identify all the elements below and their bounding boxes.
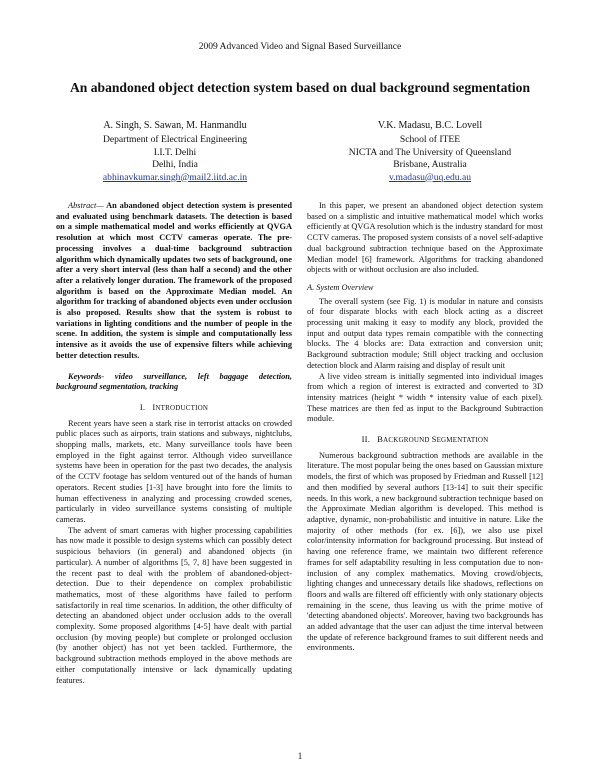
section-heading-background-segmentation bbox=[307, 434, 543, 446]
section-title-initial: I bbox=[152, 401, 156, 412]
intro-paragraph-1: Recent years have seen a stark rise in terrorist attacks on crowded public places such as airports, train stations and subways, nightclubs, shopping malls, markets, etc. Many surveillance tools have been employed in the fight against terror. Although video surveillance systems have been in operation for the past two decades, the analysis of the CCTV footage has seldom ventured out of the hands of human operators. Recent studies [1-3] have brought into fore the limits to human effectiveness in analyzing and processing crowded scenes, particularly in video surveillance systems consisting of multiple cameras. bbox=[56, 418, 292, 524]
author-affiliation: School of ITEE bbox=[399, 134, 461, 146]
author-names: A. Singh, S. Sawan, M. Hanmandlu bbox=[103, 120, 247, 131]
abstract-text: An abandoned object detection system is presented and evaluated using benchmark datasets. The detection is based on a simple mathematical model and works efficiently at QVGA resolution at which most CCTV cameras operate. The pre-processing involves a dual-time background subtraction algorithm which dynamically updates two sets of background, one after a very short interval (less than half a second) and the other after a relatively longer duration. The framework of the proposed algorithm is based on the Approximate Median model. An algorithm for tracking of abandoned objects even under occlusion is also proposed. Results show that the system is robust to variations in lighting conditions and the number of people in the scene. In addition, the system is simple and computationally less intensive as it avoids the use of expensive filters while achieving better detection results. bbox=[56, 201, 292, 360]
subsection-heading-system-overview: A. System Overview bbox=[307, 282, 374, 292]
left-column bbox=[56, 201, 292, 686]
right-column bbox=[307, 201, 543, 654]
author-location: Delhi, India bbox=[152, 159, 198, 171]
keywords: Keywords- video surveillance, left baggage detection, background segmentation, tracking bbox=[56, 371, 292, 392]
author-names: V.K. Madasu, B.C. Lovell bbox=[377, 120, 483, 131]
author-block-left bbox=[55, 120, 295, 184]
paper-title: An abandoned object detection system based on dual background segmentation bbox=[69, 80, 531, 95]
section-title-rest: NTRODUCTION bbox=[155, 403, 209, 412]
running-head: 2009 Advanced Video and Signal Based Surveillance bbox=[198, 42, 402, 52]
abstract-label: Abstract— bbox=[68, 201, 104, 210]
section-numeral: II. bbox=[361, 434, 371, 445]
author-affiliation: Department of Electrical Engineering bbox=[102, 134, 248, 146]
overview-paragraph-1: The overall system (see Fig. 1) is modular in nature and consists of four disparate blocks with each block acting as a discreet processing unit making it easy to modify any block, provided the input and output data types remain compatible with the connecting blocks. The 4 blocks are: Data extraction and conversion unit; Background subtraction module; Still object tracking and occlusion detection block and Alarm raising and display of result unit bbox=[307, 296, 543, 370]
page-number: 1 bbox=[297, 751, 303, 761]
author-institution: I.I.T. Delhi bbox=[153, 146, 197, 158]
section-title-rest: ACKGROUND bbox=[383, 436, 432, 445]
intro-paragraph-3: In this paper, we present an abandoned object detection system based on a simplistic and intuitive mathematical model which works efficiently at QVGA resolution which is the industry standard for most CCTV cameras. The proposed system consists of a novel self-adaptive dual background subtraction technique based on the Approximate Median model [6] framework. Algorithms for tracking abandoned objects with or without occlusion are also included. bbox=[307, 201, 543, 275]
abstract bbox=[56, 201, 292, 362]
section-heading-introduction bbox=[56, 402, 292, 414]
section-title-initial-2: S bbox=[431, 434, 437, 445]
overview-paragraph-2: A live video stream is initially segmented into individual images from which a region of interest is extracted and converted to 3D intensity matrices (height * width * intensity value of each pixel). These matrices are then fed as input to the Background Subtraction module. bbox=[307, 371, 543, 424]
author-email-link[interactable]: v.madasu@uq.edu.au bbox=[388, 171, 471, 183]
intro-paragraph-2: The advent of smart cameras with higher processing capabilities has now made it possible to design systems which can possibly detect suspicious behaviors (in general) and abandoned objects (in particular). A number of algorithms [5, 7, 8] have been suggested in the recent past to deal with the problem of abandoned-object-detection. Due to their dependence on complex probabilistic mathematics, most of these algorithms have failed to perform satisfactorily in real time scenarios. In addition, the other difficulty of detecting an abandoned object under occlusion adds to the overall complexity. Some proposed algorithms [4-5] have dealt with partial occlusion (by moving people) but complete or prolonged occlusion (by another object) has not yet been tackled. Furthermore, the background subtraction methods employed in the above methods are either computationally intensive or lack dynamically updating features. bbox=[56, 525, 292, 685]
bgseg-paragraph-1: Numerous background subtraction methods are available in the literature. The most popular being the ones based on Gaussian mixture models, the first of which was proposed by Friedman and Russell [12] and then modified by several authors [13-14] to suit their specific needs. In this work, a new background subtraction technique based on the Approximate Median algorithm is developed. This method is adaptive, dynamic, non-probabilistic and intuitive in nature. Like the majority of other methods (for ex. [6]), we also use pixel color/intensity information for background processing. But instead of having one reference frame, we maintain two different reference frames for self adaptability resulting in less computation due to non-inclusion of any complex mathematics. Moving crowd/objects, lighting changes and unnecessary details like shadows, reflections on floors and walls are filtered off efficiently with only stationary objects remaining in the scene, thus leaving us with the prime motive of 'detecting abandoned objects'. Moreover, having two backgrounds has an added advantage that the user can adjust the time interval between the update of reference background frames to suit different needs and environments. bbox=[307, 450, 543, 653]
section-title-rest-2: EGMENTATION bbox=[436, 436, 489, 445]
section-numeral: I. bbox=[139, 401, 146, 412]
author-email-link[interactable]: abhinavkumar.singh@mail2.iitd.ac.in bbox=[102, 171, 248, 183]
author-institution: NICTA and The University of Queensland bbox=[348, 146, 512, 158]
author-block-right bbox=[310, 120, 550, 184]
section-title-initial: B bbox=[377, 434, 384, 445]
author-location: Brisbane, Australia bbox=[393, 159, 467, 171]
